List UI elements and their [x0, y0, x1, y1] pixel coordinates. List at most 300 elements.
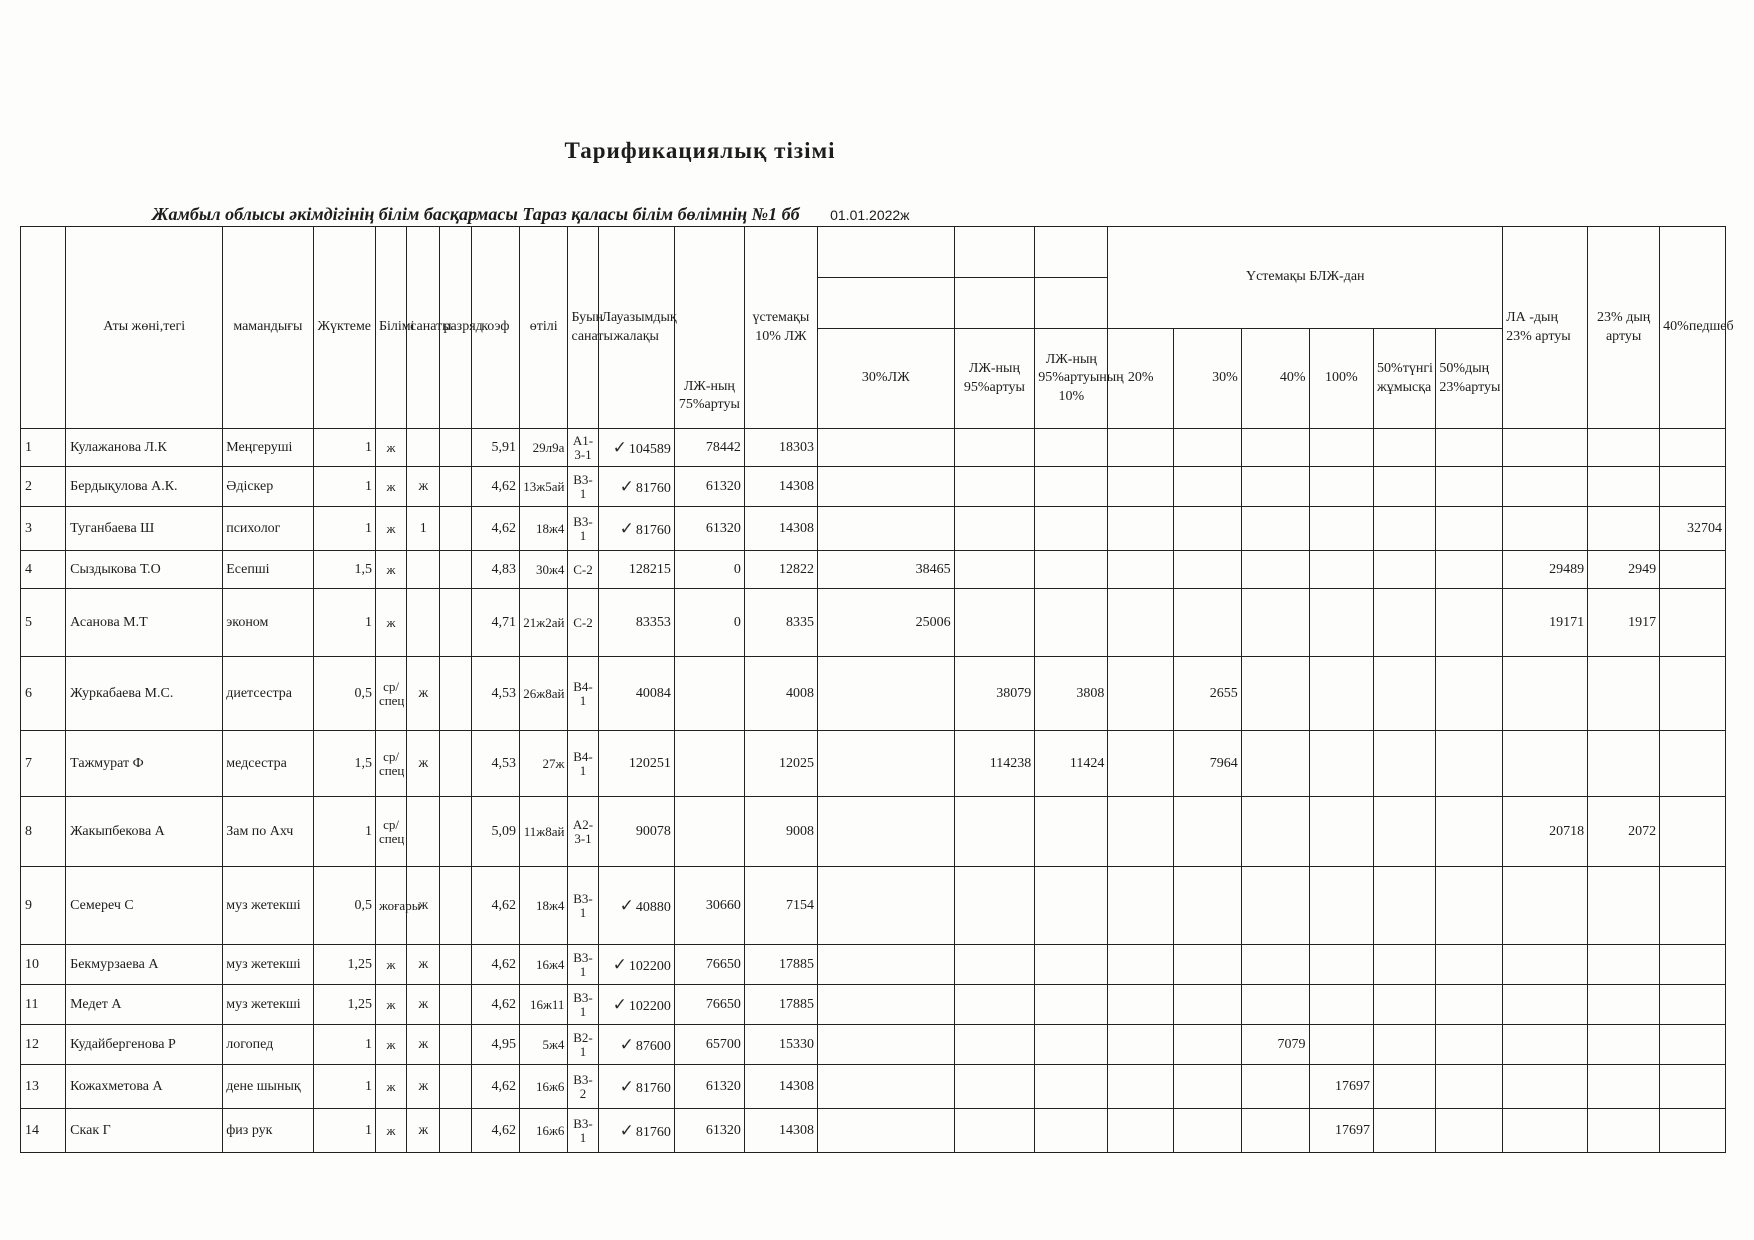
coefficient-cell [471, 945, 519, 985]
row-number-value: 3 [25, 520, 32, 536]
p23-value: 1917 [1628, 614, 1657, 630]
p50work-cell [1374, 867, 1436, 945]
p40-cell [1241, 1065, 1309, 1109]
position-category-cell [568, 589, 598, 657]
experience-cell [520, 1109, 568, 1153]
header-ljn95: ЛЖ-ның 95%артуы [954, 329, 1035, 429]
header-name: Аты жөні,тегі [66, 227, 223, 429]
header-blank-1 [817, 227, 954, 278]
allowance10-value: 14308 [778, 1122, 814, 1138]
p23-cell [1588, 507, 1660, 551]
p30-cell [1173, 429, 1241, 467]
specialty-value: муз жетекші [226, 996, 301, 1012]
load-cell [313, 985, 375, 1025]
p100-cell [1309, 1025, 1374, 1065]
employee-name-value: Скак Г [70, 1122, 111, 1138]
la23-cell [1503, 1109, 1588, 1153]
p23-cell [1588, 1025, 1660, 1065]
position-category-cell [568, 1109, 598, 1153]
salary-value: 90078 [635, 823, 671, 839]
ljn95-cell [954, 985, 1035, 1025]
p40ped-cell [1660, 797, 1726, 867]
row-number-value: 9 [25, 897, 32, 913]
allowance10-value: 12025 [778, 755, 814, 771]
coefficient-value: 4,62 [491, 897, 517, 913]
experience-value: 11ж8ай [523, 823, 565, 839]
page-title: Тарификациялық тізімі [564, 138, 836, 163]
ljn75-cell [674, 467, 744, 507]
ljn95-10-cell [1035, 985, 1108, 1025]
p40-cell [1241, 945, 1309, 985]
load-cell [313, 429, 375, 467]
p50work-cell [1374, 657, 1436, 731]
p20-cell [1108, 507, 1174, 551]
ljn95-10-cell [1035, 797, 1108, 867]
specialty-cell [223, 731, 313, 797]
education-cell [375, 551, 406, 589]
header-blank-3 [1035, 227, 1108, 278]
employee-name-cell [66, 731, 223, 797]
category-cell [407, 1025, 440, 1065]
lj30-value: 25006 [915, 614, 951, 630]
p30-value: 2655 [1209, 685, 1238, 701]
experience-value: 16ж6 [535, 1122, 565, 1138]
p50-23-cell [1436, 1025, 1503, 1065]
grade-cell [440, 551, 471, 589]
specialty-cell [223, 985, 313, 1025]
p40ped-cell [1660, 1065, 1726, 1109]
p23-cell [1588, 657, 1660, 731]
category-cell [407, 945, 440, 985]
allowance10-value: 14308 [778, 478, 814, 494]
table-row [21, 945, 1726, 985]
experience-cell [520, 507, 568, 551]
ljn75-value: 78442 [705, 439, 741, 455]
employee-name-cell [66, 507, 223, 551]
category-cell [407, 657, 440, 731]
employee-name-cell [66, 1109, 223, 1153]
salary-cell [598, 867, 674, 945]
lj30-cell [817, 945, 954, 985]
category-value: ж [418, 478, 429, 494]
position-category-cell [568, 1065, 598, 1109]
p40ped-cell [1660, 467, 1726, 507]
position-category-value: А1-3-1 [572, 432, 594, 462]
table-row [21, 731, 1726, 797]
education-cell [375, 507, 406, 551]
position-category-cell [568, 985, 598, 1025]
ljn75-cell [674, 797, 744, 867]
p40ped-cell [1660, 657, 1726, 731]
p50-23-cell [1436, 589, 1503, 657]
p23-cell [1588, 985, 1660, 1025]
load-cell [313, 551, 375, 589]
grade-cell [440, 1109, 471, 1153]
p40-cell [1241, 467, 1309, 507]
ljn75-cell [674, 985, 744, 1025]
row-number-value: 2 [25, 478, 32, 494]
experience-cell [520, 985, 568, 1025]
category-value: ж [418, 755, 429, 771]
allowance10-cell [744, 551, 817, 589]
position-category-value: С-2 [573, 561, 593, 577]
p40ped-cell [1660, 867, 1726, 945]
position-category-value: А2-3-1 [572, 816, 594, 846]
specialty-value: медсестра [226, 755, 287, 771]
salary-cell [598, 1065, 674, 1109]
allowance10-cell [744, 867, 817, 945]
allowance10-value: 14308 [778, 520, 814, 536]
la23-cell [1503, 797, 1588, 867]
p20-cell [1108, 551, 1174, 589]
experience-cell [520, 657, 568, 731]
p23-cell [1588, 945, 1660, 985]
education-cell [375, 945, 406, 985]
p30-value: 7964 [1209, 755, 1238, 771]
coefficient-value: 4,71 [491, 614, 517, 630]
ljn75-cell [674, 507, 744, 551]
table-row [21, 1025, 1726, 1065]
p50-23-cell [1436, 867, 1503, 945]
p40ped-cell [1660, 589, 1726, 657]
education-value: ж [386, 614, 396, 630]
category-cell [407, 1065, 440, 1109]
salary-value: 104589 [628, 441, 671, 457]
education-cell [375, 731, 406, 797]
employee-name-cell [66, 797, 223, 867]
ljn95-cell [954, 731, 1035, 797]
education-cell [375, 429, 406, 467]
lj30-cell [817, 797, 954, 867]
grade-cell [440, 589, 471, 657]
p23-cell [1588, 867, 1660, 945]
salary-value: 102200 [628, 958, 671, 974]
coefficient-cell [471, 507, 519, 551]
salary-cell [598, 797, 674, 867]
lj30-cell [817, 507, 954, 551]
lj30-cell [817, 985, 954, 1025]
table-row [21, 985, 1726, 1025]
lj30-cell [817, 589, 954, 657]
salary-cell [598, 985, 674, 1025]
lj30-cell [817, 1025, 954, 1065]
ljn75-cell [674, 1065, 744, 1109]
p100-cell [1309, 551, 1374, 589]
allowance10-cell [744, 797, 817, 867]
ljn95-value: 114238 [989, 755, 1032, 771]
p100-cell [1309, 1065, 1374, 1109]
p40-cell [1241, 507, 1309, 551]
allowance10-value: 17885 [778, 996, 814, 1012]
allowance10-value: 12822 [778, 561, 814, 577]
table-row [21, 1065, 1726, 1109]
header-la23: ЛА -дың 23% артуы [1503, 227, 1588, 429]
education-value: ж [386, 478, 396, 494]
ljn75-value: 61320 [705, 520, 741, 536]
header-blank-2 [954, 227, 1035, 278]
education-value: ж [386, 520, 396, 536]
position-category-cell [568, 429, 598, 467]
ljn75-cell [674, 1109, 744, 1153]
salary-cell [598, 731, 674, 797]
row-number-value: 5 [25, 614, 32, 630]
la23-cell [1503, 731, 1588, 797]
education-cell [375, 867, 421, 945]
load-cell [313, 507, 375, 551]
coefficient-cell [471, 657, 519, 731]
category-value: 1 [419, 520, 427, 536]
specialty-value: муз жетекші [226, 956, 301, 972]
header-allowance10: үстемақы 10% ЛЖ [744, 227, 817, 429]
document-date: 01.01.2022ж [830, 207, 910, 223]
checkmark-icon: ✓ [619, 518, 634, 539]
header-row-top [21, 227, 1726, 278]
load-value: 1,25 [347, 996, 372, 1012]
ljn75-value: 76650 [705, 996, 741, 1012]
p23-cell [1588, 731, 1660, 797]
employee-name-cell [66, 467, 223, 507]
experience-value: 5ж4 [542, 1036, 565, 1052]
p40-cell [1241, 797, 1309, 867]
ljn95-value: 38079 [996, 685, 1032, 701]
position-category-value: В4-1 [573, 748, 593, 778]
row-number-cell [21, 1065, 66, 1109]
position-category-value: В3-1 [573, 949, 593, 979]
specialty-value: Зам по Ахч [226, 823, 294, 839]
p20-cell [1108, 589, 1174, 657]
specialty-value: диетсестра [226, 685, 293, 701]
la23-value: 20718 [1549, 823, 1585, 839]
p50-23-cell [1436, 797, 1503, 867]
allowance10-value: 17885 [778, 956, 814, 972]
position-category-cell [568, 1025, 598, 1065]
row-number-cell [21, 467, 66, 507]
row-number-cell [21, 731, 66, 797]
p50work-cell [1374, 507, 1436, 551]
position-category-value: В3-1 [573, 513, 593, 543]
tariff-table [20, 226, 1734, 1153]
la23-cell [1503, 867, 1588, 945]
ljn95-cell [954, 945, 1035, 985]
checkmark-icon: ✓ [612, 954, 627, 975]
category-cell [407, 589, 440, 657]
education-cell [375, 657, 406, 731]
p30-cell [1173, 985, 1241, 1025]
position-category-cell [568, 867, 598, 945]
coefficient-cell [471, 1025, 519, 1065]
category-cell [407, 507, 440, 551]
p100-cell [1309, 985, 1374, 1025]
row-number-cell [21, 429, 66, 467]
header-salary: Лауазымдық жалақы [598, 227, 674, 429]
p50work-cell [1374, 731, 1436, 797]
row-number-value: 11 [25, 996, 39, 1012]
p30-cell [1173, 1109, 1241, 1153]
p100-cell [1309, 657, 1374, 731]
coefficient-value: 4,62 [491, 478, 517, 494]
employee-name-value: Тажмурат Ф [70, 755, 144, 771]
grade-cell [440, 1065, 471, 1109]
education-value: жоғары [378, 897, 421, 913]
header-ljn95-10: ЛЖ-ның 95%артуының 10% [1035, 329, 1108, 429]
p40-cell [1241, 731, 1309, 797]
header-education: Білімі [375, 227, 406, 429]
position-category-value: В3-1 [573, 1115, 593, 1145]
la23-cell [1503, 1025, 1588, 1065]
checkmark-icon: ✓ [619, 895, 634, 916]
p100-cell [1309, 467, 1374, 507]
coefficient-cell [471, 551, 519, 589]
employee-name-cell [66, 429, 223, 467]
ljn95-10-cell [1035, 1109, 1108, 1153]
position-category-cell [568, 467, 598, 507]
load-cell [313, 797, 375, 867]
ljn95-10-cell [1035, 657, 1108, 731]
p100-cell [1309, 1109, 1374, 1153]
p50-23-cell [1436, 945, 1503, 985]
employee-name-cell [66, 657, 223, 731]
lj30-value: 38465 [915, 561, 951, 577]
experience-cell [520, 551, 568, 589]
allowance10-cell [744, 1109, 817, 1153]
ljn95-cell [954, 1025, 1035, 1065]
allowance10-cell [744, 1025, 817, 1065]
load-cell [313, 657, 375, 731]
table-row [21, 797, 1726, 867]
coefficient-value: 4,62 [491, 520, 517, 536]
coefficient-cell [471, 867, 519, 945]
coefficient-cell [471, 1109, 519, 1153]
grade-cell [440, 797, 471, 867]
p40-cell [1241, 657, 1309, 731]
checkmark-icon: ✓ [619, 1120, 634, 1141]
allowance10-cell [744, 467, 817, 507]
specialty-value: Әдіскер [226, 478, 274, 494]
education-cell [375, 467, 406, 507]
header-p20: 20% [1108, 329, 1174, 429]
row-number-cell [21, 1025, 66, 1065]
load-value: 1 [364, 823, 372, 839]
lj30-cell [817, 657, 954, 731]
p40ped-cell [1660, 945, 1726, 985]
ljn95-10-cell [1035, 467, 1108, 507]
education-value: ж [386, 561, 396, 577]
grade-cell [440, 867, 471, 945]
salary-value: 81760 [635, 1124, 671, 1140]
row-number-cell [21, 589, 66, 657]
salary-cell [598, 551, 674, 589]
ljn95-10-cell [1035, 1025, 1108, 1065]
specialty-value: муз жетекші [226, 897, 301, 913]
allowance10-value: 15330 [778, 1036, 814, 1052]
specialty-cell [223, 1065, 313, 1109]
ljn75-cell [674, 945, 744, 985]
load-value: 1,5 [354, 561, 372, 577]
coefficient-cell [471, 1065, 519, 1109]
lj30-cell [817, 1109, 954, 1153]
experience-cell [520, 731, 568, 797]
header-coef: коэф [471, 227, 519, 429]
employee-name-cell [66, 867, 223, 945]
coefficient-cell [471, 985, 519, 1025]
header-p23: 23% дың артуы [1588, 227, 1660, 429]
p50-23-cell [1436, 429, 1503, 467]
grade-cell [440, 657, 471, 731]
p23-cell [1588, 1109, 1660, 1153]
specialty-value: Меңгеруші [226, 439, 293, 455]
grade-cell [440, 467, 471, 507]
employee-name-value: Кожахметова А [70, 1078, 163, 1094]
coefficient-cell [471, 797, 519, 867]
ljn75-value: 61320 [705, 478, 741, 494]
ljn95-cell [954, 657, 1035, 731]
row-number-cell [21, 867, 66, 945]
p30-cell [1173, 1065, 1241, 1109]
p30-cell [1173, 945, 1241, 985]
row-number-value: 6 [25, 685, 32, 701]
la23-cell [1503, 551, 1588, 589]
p23-value: 2949 [1628, 561, 1657, 577]
p40-cell [1241, 985, 1309, 1025]
specialty-cell [223, 657, 313, 731]
coefficient-value: 4,62 [491, 1122, 517, 1138]
salary-cell [598, 945, 674, 985]
allowance10-cell [744, 731, 817, 797]
p50work-cell [1374, 429, 1436, 467]
ljn75-cell [674, 657, 744, 731]
checkmark-icon: ✓ [612, 994, 627, 1015]
row-number-value: 13 [25, 1078, 39, 1094]
load-value: 1 [364, 1078, 372, 1094]
grade-cell [440, 507, 471, 551]
position-category-value: В2-1 [573, 1029, 593, 1059]
p20-cell [1108, 1065, 1174, 1109]
p100-cell [1309, 867, 1374, 945]
row-number-cell [21, 507, 66, 551]
allowance10-value: 18303 [778, 439, 814, 455]
employee-name-cell [66, 985, 223, 1025]
header-number [21, 227, 66, 429]
coefficient-value: 5,09 [491, 823, 517, 839]
employee-name-cell [66, 589, 223, 657]
p23-value: 2072 [1628, 823, 1657, 839]
ljn95-cell [954, 467, 1035, 507]
p40-cell [1241, 589, 1309, 657]
row-number-cell [21, 797, 66, 867]
experience-value: 26ж8ай [523, 685, 565, 701]
load-cell [313, 589, 375, 657]
ljn95-10-cell [1035, 867, 1108, 945]
employee-name-cell [66, 1065, 223, 1109]
la23-cell [1503, 507, 1588, 551]
p50work-cell [1374, 1065, 1436, 1109]
employee-name-value: Бердықулова А.К. [70, 478, 178, 494]
ljn95-10-cell [1035, 507, 1108, 551]
p20-cell [1108, 1109, 1174, 1153]
ljn75-value: 30660 [705, 897, 741, 913]
header-category: санаты [407, 227, 440, 429]
row-number-value: 4 [25, 561, 32, 577]
category-value: ж [418, 956, 429, 972]
salary-cell [598, 467, 674, 507]
load-value: 1 [364, 1036, 372, 1052]
category-cell [407, 551, 440, 589]
coefficient-value: 5,91 [491, 439, 517, 455]
p50work-cell [1374, 551, 1436, 589]
p40ped-cell [1660, 1025, 1726, 1065]
p100-value: 17697 [1335, 1122, 1371, 1138]
p20-cell [1108, 467, 1174, 507]
